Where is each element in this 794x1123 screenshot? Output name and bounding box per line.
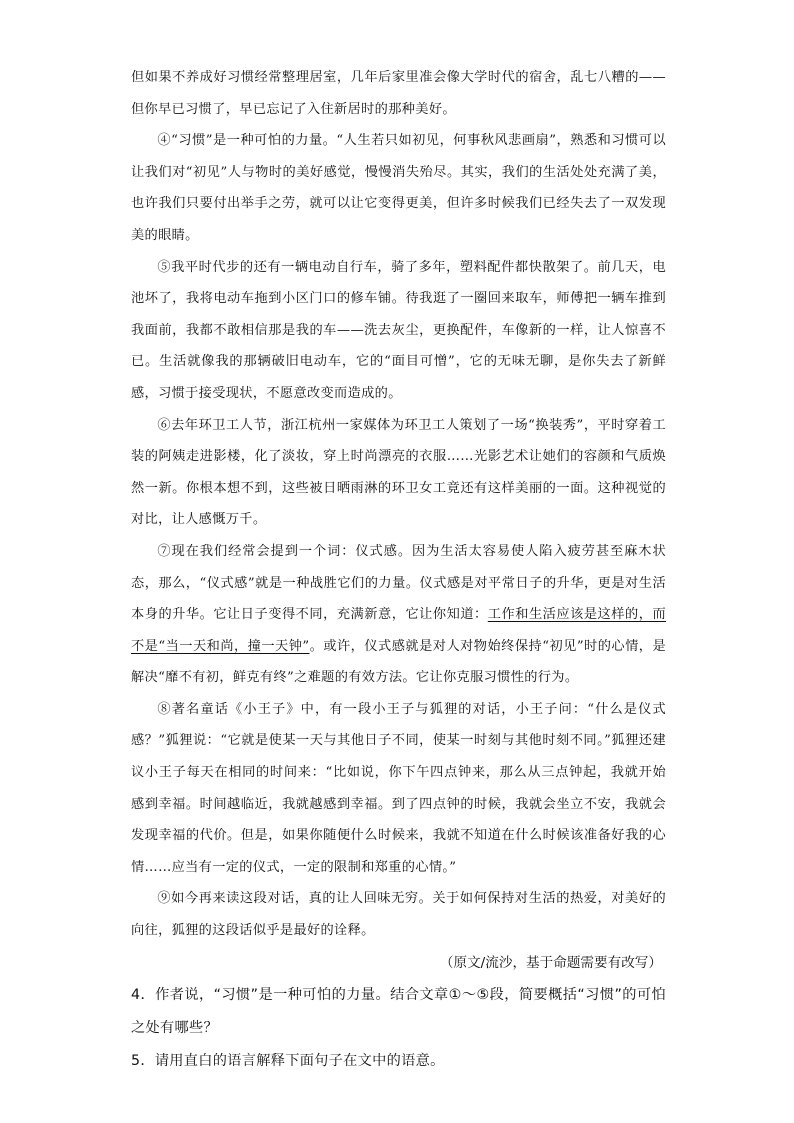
paragraph-7 [131, 536, 666, 694]
question-5: 5．请用直白的语言解释下面句子在文中的语意。 [131, 1052, 445, 1069]
paragraph-continuation: 但如果不养成好习惯经常整理居室，几年后家里准会像大学时代的宿舍，乱七八糟的——但你早已习惯了，早已忘记了入住新居时的那种美好。 [131, 70, 666, 117]
paragraph-4: ④“习惯”是一种可怕的力量。“人生若只如初见，何事秋风悲画扇”，熟悉和习惯可以让我们对“初见”人与物时的美好感觉，慢慢消失殆尽。其实，我们的生活处处充满了美，也许我们只要付出举手之劳，就可以让它变得更美，但许多时候我们已经失去了一双发现美的眼睛。 [131, 133, 666, 243]
question-4: 4．作者说，“习惯”是一种可怕的力量。结合文章①～⑤段，简要概括“习惯”的可怕之处有哪些？ [131, 986, 666, 1036]
paragraph-9: ⑨如今再来读这段对话，真的让人回味无穷。关于如何保持对生活的热爱，对美好的向往，狐狸的这段话似乎是最好的诠释。 [131, 891, 666, 939]
paragraph-6: ⑥去年环卫工人节，浙江杭州一家媒体为环卫工人策划了一场“换装秀”，平时穿着工装的阿姨走进影楼，化了淡妆，穿上时尚漂亮的衣服……光影艺术让她们的容颜和气质焕然一新。你根本想不到，这些被日晒雨淋的环卫女工竟还有这样美丽的一面。这种视觉的对比，让人感慨万千。 [131, 417, 666, 528]
document-page [131, 62, 666, 1078]
underlined-sentence: 工作和生活应该是这样的，而不是“当一天和尚，撞一天钟” [131, 607, 666, 654]
paragraph-7-text-a: ⑦现在我们经常会提到一个词：仪式感。因为生活太容易使人陷入疲劳甚至麻木状态，那么，“仪式感”就是一种战胜它们的力量。仪式感是对平常日子的升华，更是对生活本身的升华。它让日子变得不同，充满新意，它让你知道： [131, 543, 666, 623]
paragraph-7-text-b: 。或许，仪式感就是对人对物始终保持“初见”时的心情，是解决“靡不有初，鲜克有终”之难题的有效方法。它让你克服习惯性的行为。 [131, 638, 666, 686]
source-note: （原文/流沙，基于命题需要有改写） [439, 954, 662, 971]
paragraph-5: ⑤我平时代步的还有一辆电动自行车，骑了多年，塑料配件都快散架了。前几天，电池坏了，我将电动车拖到小区门口的修车铺。待我逛了一圈回来取车，师傅把一辆车推到我面前，我都不敢相信那是我的车——洗去灰尘，更换配件，车像新的一样，让人惊喜不已。生活就像我的那辆破旧电动车，它的“面目可憎”，它的无味无聊，是你失去了新鲜感，习惯于接受现状，不愿意改变而造成的。 [131, 259, 666, 401]
paragraph-8: ⑧著名童话《小王子》中，有一段小王子与狐狸的对话，小王子问：“什么是仪式感？”狐狸说：“它就是使某一天与其他日子不同，使某一时刻与其他时刻不同。”狐狸还建议小王子每天在相同的时间来：“比如说，你下午四点钟来，那么从三点钟起，我就开始感到幸福。时间越临近，我就越感到幸福。到了四点钟的时候，我就会坐立不安，我就会发现幸福的代价。但是，如果你随便什么时候来，我就不知道在什么时候该准备好我的心情……应当有一定的仪式，一定的限制和郑重的心情。” [131, 701, 666, 875]
